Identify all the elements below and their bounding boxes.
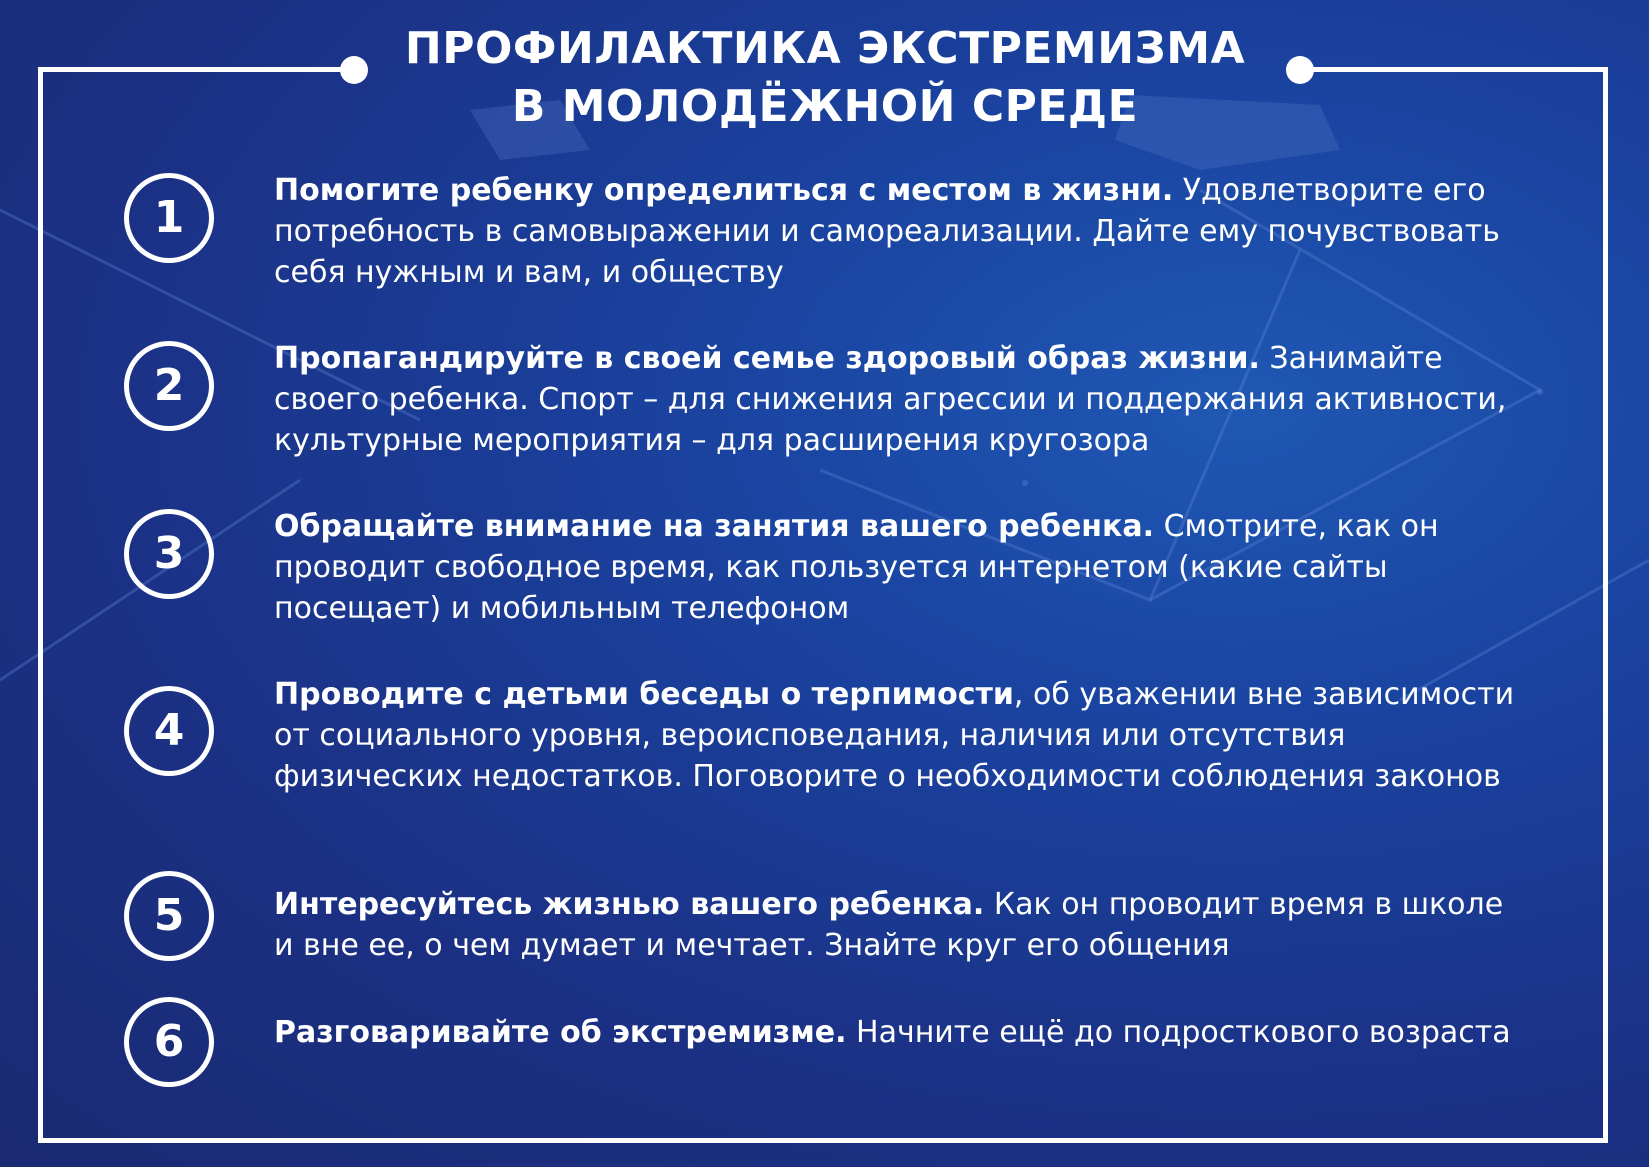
item-text	[274, 170, 1524, 293]
page-title-line-2: В МОЛОДЁЖНОЙ СРЕДЕ	[511, 81, 1139, 132]
number-badge: 5	[124, 871, 214, 961]
item-text	[274, 674, 1524, 797]
page-title	[380, 20, 1270, 136]
item-heading: Пропагандируйте в своей семье здоровый образ жизни.	[274, 341, 1260, 376]
item-text	[274, 338, 1524, 461]
item-text	[274, 884, 1524, 966]
number-badge: 1	[124, 173, 214, 263]
item-description: Занимайте своего ребенка. Спорт – для снижения агрессии и поддержания активности, культурные мероприятия – для расширения кругозора	[274, 341, 1507, 458]
item-text	[274, 506, 1524, 629]
item-description: Как он проводит время в школе и вне ее, о чем думает и мечтает. Знайте круг его общения	[274, 887, 1504, 963]
number-badge: 2	[124, 341, 214, 431]
item-description: Начните ещё до подросткового возраста	[846, 1015, 1511, 1050]
number-badge: 4	[124, 686, 214, 776]
item-heading: Обращайте внимание на занятия вашего ребенка.	[274, 509, 1155, 544]
item-heading: Проводите с детьми беседы о терпимости	[274, 677, 1014, 712]
item-heading: Разговаривайте об экстремизме.	[274, 1015, 847, 1050]
item-heading: Помогите ребенку определиться с местом в жизни.	[274, 173, 1174, 208]
number-badge: 3	[124, 509, 214, 599]
item-text	[274, 1012, 1524, 1053]
number-badge: 6	[124, 997, 214, 1087]
item-description: Удовлетворите его потребность в самовыражении и самореализации. Дайте ему почувствовать себя нужным и вам, и обществу	[274, 173, 1500, 290]
page-title-line-1: ПРОФИЛАКТИКА ЭКСТРЕМИЗМА	[404, 23, 1246, 74]
item-description: Смотрите, как он проводит свободное время, как пользуется интернетом (какие сайты посещает) и мобильным телефоном	[274, 509, 1439, 626]
item-heading: Интересуйтесь жизнью вашего ребенка.	[274, 887, 985, 922]
item-description: , об уважении вне зависимости от социального уровня, вероисповедания, наличия или отсутствия физических недостатков. Поговорите о необходимости соблюдения законов	[274, 677, 1515, 794]
